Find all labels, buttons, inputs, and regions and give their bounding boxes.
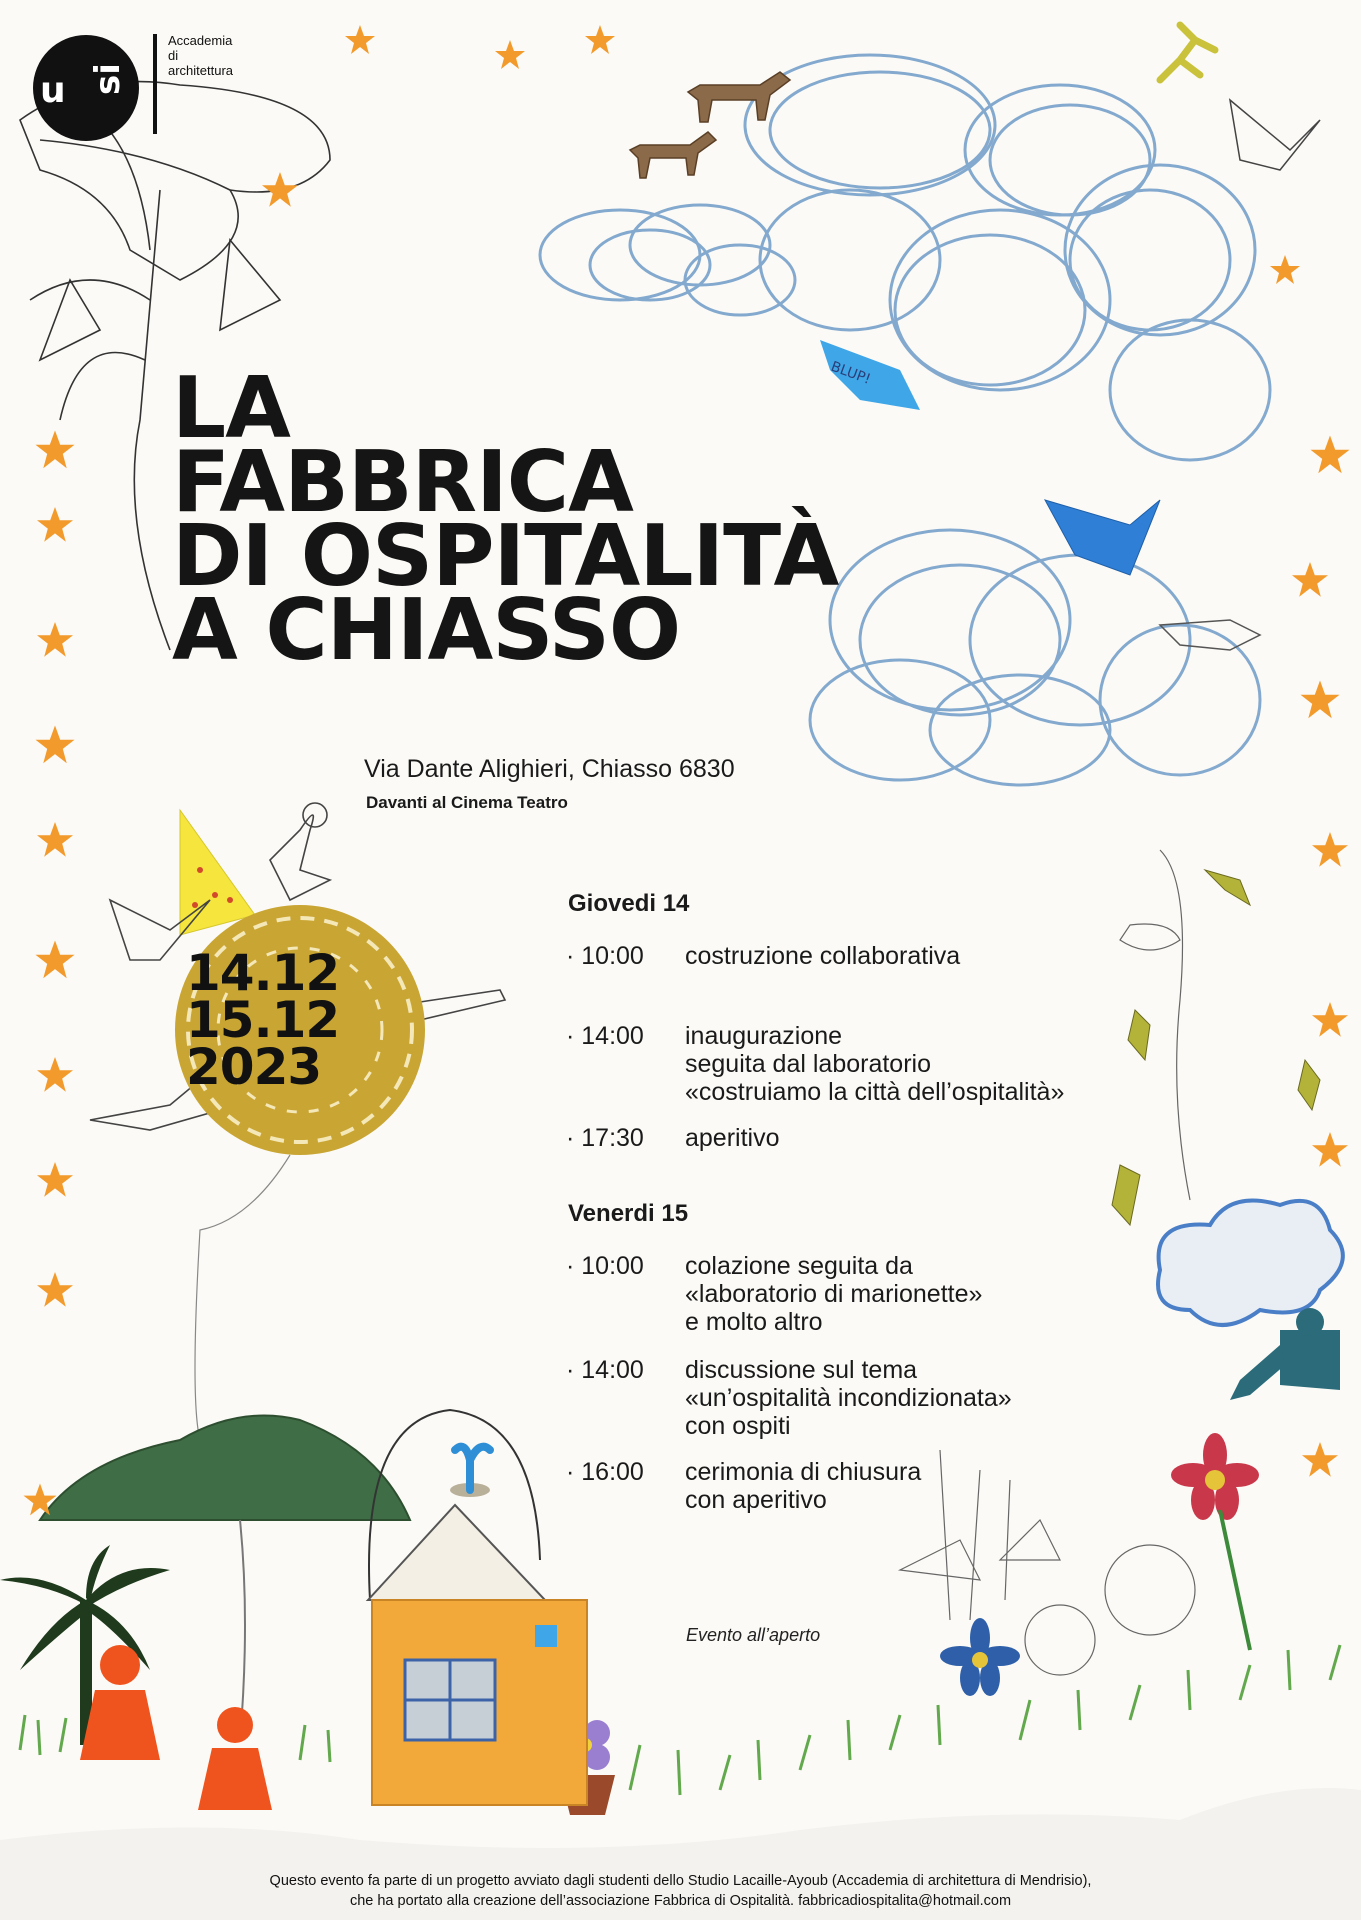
outdoor-note: Evento all’aperto [686, 1625, 821, 1645]
footer-credits [0, 1871, 1361, 1911]
usi-logo-u: u [40, 70, 66, 111]
address-note: Davanti al Cinema Teatro [366, 793, 568, 812]
person-figure-icon [80, 1645, 272, 1810]
logo-line: di [168, 47, 179, 63]
footer-line: che ha portato alla creazione dell’associazione Fabbrica di Ospitalità. fabbricadiospitalita@hotmail.com [349, 1893, 1012, 1909]
house-icon [368, 1410, 587, 1805]
party-hat-icon [180, 810, 255, 935]
event-line: inaugurazione [685, 1022, 843, 1050]
person-figure-icon [1160, 25, 1215, 80]
logo-divider [153, 34, 157, 134]
event-description [685, 1356, 1285, 1440]
event-description [685, 1124, 1285, 1152]
date-line: 2023 [186, 1038, 322, 1096]
poster-title [172, 359, 839, 680]
schedule-day-1: Giovedi 14 [568, 890, 690, 917]
event-description [685, 1458, 1285, 1514]
paper-boat-icon [1045, 100, 1320, 650]
usi-logo-si: si [88, 63, 128, 95]
address-street: Via Dante Alighieri, Chiasso 6830 [364, 755, 735, 783]
title-line: A CHIASSO [172, 581, 681, 680]
event-time: · 14:00 [566, 1356, 644, 1384]
event-line: «un’ospitalità incondizionata» [685, 1384, 1012, 1412]
title-line: FABBRICA [172, 433, 633, 532]
event-line: aperitivo [685, 1124, 780, 1152]
event-line: costruzione collaborativa [685, 942, 961, 970]
blup-text: BLUP! [828, 358, 873, 388]
event-description [685, 1252, 1285, 1336]
event-time: · 17:30 [566, 1124, 644, 1152]
event-time: · 10:00 [566, 942, 644, 970]
event-line: «laboratorio di marionette» [685, 1280, 983, 1308]
hill-icon [40, 1416, 410, 1521]
event-time: · 16:00 [566, 1458, 644, 1486]
event-line: con ospiti [685, 1412, 791, 1440]
event-description [685, 1022, 1285, 1106]
event-line: seguita dal laboratorio [685, 1050, 931, 1078]
event-dates [186, 944, 340, 1096]
logo-line: Accademia [168, 33, 233, 48]
event-line: cerimonia di chiusura [685, 1458, 922, 1486]
title-line: LA [172, 359, 290, 458]
event-time: · 10:00 [566, 1252, 644, 1280]
event-line: colazione seguita da [685, 1252, 913, 1280]
event-line: discussione sul tema [685, 1356, 918, 1384]
title-line: DI OSPITALITÀ [172, 507, 839, 606]
event-time: · 14:00 [566, 1022, 644, 1050]
date-line: 15.12 [186, 991, 340, 1049]
event-line: con aperitivo [685, 1486, 827, 1514]
logo-line: architettura [168, 62, 234, 78]
event-description [685, 942, 1285, 970]
event-line: «costruiamo la città dell’ospitalità» [685, 1078, 1065, 1106]
schedule-day-2: Venerdi 15 [568, 1200, 689, 1227]
footer-line: Questo evento fa parte di un progetto avviato dagli studenti dello Studio Lacaille-Ayoub (Accademia di architettura di Mendrisio), [269, 1873, 1092, 1889]
date-line: 14.12 [186, 944, 340, 1002]
event-line: e molto altro [685, 1308, 823, 1336]
logo-text [168, 34, 288, 79]
